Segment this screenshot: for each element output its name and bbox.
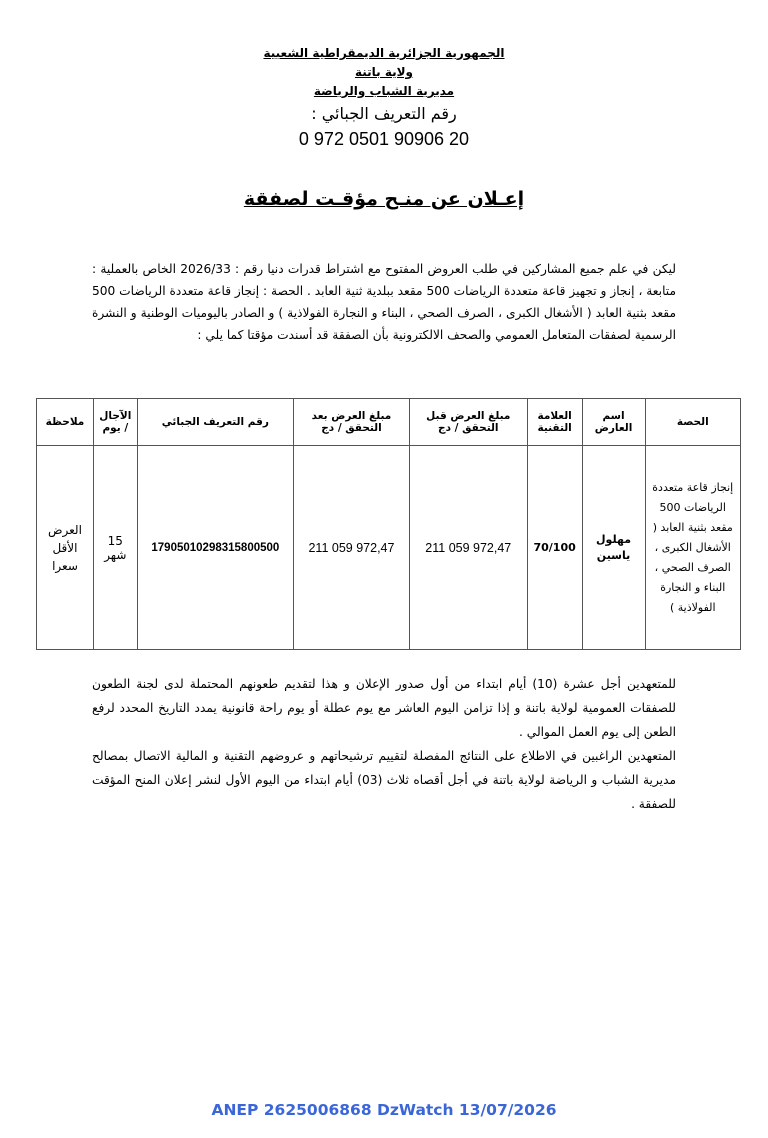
header-score: العلامة التقنية [527, 399, 582, 446]
appeal-paragraph: للمتعهدين أجل عشرة (10) أيام ابتداء من أول صدور الإعلان و هذا لتقديم طعونهم المحتملة لدى لجنة الطعون للصفقات العمومية لولاية باتنة و إذا تزامن اليوم العاشر مع يوم عطلة أو يوم راحة قانونية يمدد التاريخ المحدد لرفع الطعن إلى يوم العمل الموالي . [92, 677, 676, 739]
cell-amount-after: 211 059 972,47 [294, 446, 410, 650]
header-lot: الحصة [645, 399, 740, 446]
header-bidder: اسم العارض [582, 399, 645, 446]
cell-note: العرض الأقل سعرا [37, 446, 94, 650]
results-paragraph: المتعهدين الراغبين في الاطلاع على النتائج المفصلة لتقييم ترشيحاتهم و عروضهم التقنية و المالية الاتصال بمصالح مديرية الشباب و الرياضة لولاية باتنة في أجل أقصاه ثلاث (03) أيام ابتداء من اليوم الأول لنشر إعلان المنح المؤقت للصفقة . [92, 749, 676, 811]
tax-id-label: رقم التعريف الجبائي : [311, 104, 457, 123]
header-note: ملاحظة [37, 399, 94, 446]
cell-nif: 17905010298315800500 [137, 446, 293, 650]
republic-name: الجمهورية الجزائرية الديمقراطية الشعبية [263, 46, 505, 60]
announcement-title: إعـلان عن منـح مؤقـت لصفقة [243, 188, 525, 210]
cell-bidder: مهلول ياسين [582, 446, 645, 650]
intro-paragraph: ليكن في علم جميع المشاركين في طلب العروض المفتوح مع اشتراط قدرات دنيا رقم : 2026/33 الخاص بالعملية : متابعة ، إنجاز و تجهيز قاعة متعددة الرياضات 500 مقعد ببلدية ثنية العابد . الحصة : إنجاز قاعة متعددة الرياضات 500 مقعد بثنية العابد ( الأشغال الكبرى ، الصرف الصحي ، البناء و النجارة الفولاذية ) و الصادر باليوميات الوطنية و النشرة الرسمية لصفقات المتعامل العمومي والصحف الالكترونية بأن الصفقة قد أسندت مؤقتا كما يلي : [92, 262, 676, 342]
header-amount-before: مبلغ العرض قبل التحقق / دج [409, 399, 527, 446]
header-nif: رقم التعريف الجبائي [137, 399, 293, 446]
tax-id-value: 0 972 0501 90906 20 [298, 129, 470, 149]
wilaya-name: ولاية باتنة [354, 65, 414, 79]
table-header-row [37, 399, 741, 446]
header-amount-after: مبلغ العرض بعد التحقق / دج [294, 399, 410, 446]
publication-reference: ANEP 2625006868 DzWatch 13/07/2026 [211, 1101, 557, 1119]
header-delay: الآجال / يوم [93, 399, 137, 446]
award-table [36, 398, 741, 650]
document-header [0, 44, 768, 151]
cell-delay: 15 شهر [93, 446, 137, 650]
appeal-section [92, 672, 676, 816]
cell-amount-before: 211 059 972,47 [409, 446, 527, 650]
directorate-name: مديرية الشباب والرياضة [313, 84, 455, 98]
cell-score: 70/100 [527, 446, 582, 650]
cell-lot: إنجاز قاعة متعددة الرياضات 500 مقعد بثنية العابد ( الأشغال الكبرى ، الصرف الصحي ، البناء و النجارة الفولاذية ) [645, 446, 740, 650]
table-row [37, 446, 741, 650]
